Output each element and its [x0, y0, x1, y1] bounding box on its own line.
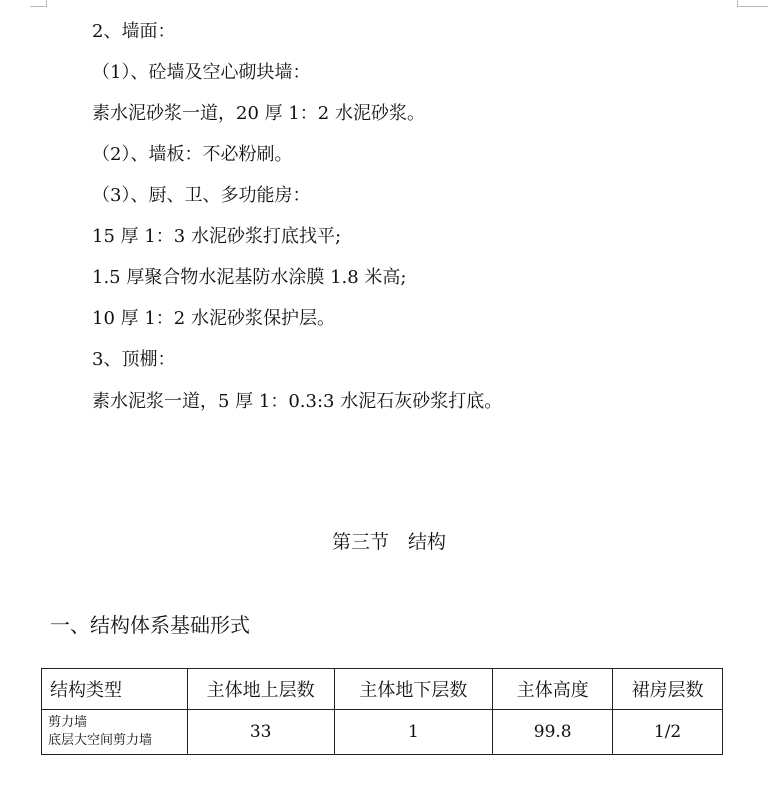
cell-structure-type [42, 710, 188, 755]
text-waterproof-layer: 1.5 厚聚合物水泥基防水涂膜 1.8 米高; [92, 267, 407, 288]
page-corner-mark-right [737, 0, 768, 7]
heading-wall-surface: 2、墙面： [92, 21, 176, 42]
table-header-row [42, 669, 723, 710]
item-kitchen-bath: （3）、厨、卫、多功能房： [92, 185, 311, 206]
header-podium-floors: 裙房层数 [613, 669, 723, 710]
heading-ceiling: 3、顶棚： [92, 349, 176, 370]
item-concrete-wall: （1）、砼墙及空心砌块墙： [92, 62, 311, 83]
text-ceiling-spec: 素水泥浆一道，5 厚 1：0.3:3 水泥石灰砂浆打底。 [92, 391, 503, 412]
text-protective-layer: 10 厚 1：2 水泥砂浆保护层。 [92, 308, 335, 329]
sub-heading-structure-system: 一、结构体系基础形式 [50, 613, 250, 637]
header-structure-type: 结构类型 [42, 669, 188, 710]
structure-type-line1: 剪力墙 [48, 715, 88, 730]
structure-type-line2: 底层大空间剪力墙 [48, 733, 153, 748]
cell-main-height: 99.8 [493, 710, 613, 755]
header-below-ground-floors: 主体地下层数 [334, 669, 493, 710]
structure-table [41, 668, 723, 755]
item-wall-board: （2）、墙板：不必粉刷。 [92, 144, 293, 165]
page-corner-mark-left [30, 0, 47, 7]
section-title: 第三节 结构 [331, 531, 446, 553]
cell-podium-floors: 1/2 [613, 710, 723, 755]
header-above-ground-floors: 主体地上层数 [187, 669, 334, 710]
header-main-height: 主体高度 [493, 669, 613, 710]
table-row [42, 710, 723, 755]
text-leveling-layer: 15 厚 1：3 水泥砂浆打底找平; [92, 226, 342, 247]
text-concrete-wall-spec: 素水泥砂浆一道，20 厚 1：2 水泥砂浆。 [92, 103, 425, 124]
cell-below-ground-floors: 1 [334, 710, 493, 755]
cell-above-ground-floors: 33 [187, 710, 334, 755]
